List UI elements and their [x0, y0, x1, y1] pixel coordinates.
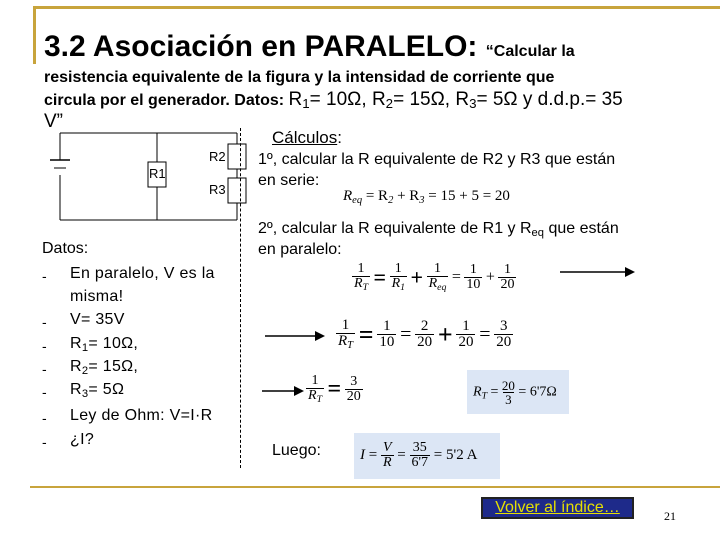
datos-bullet: -: [42, 314, 47, 330]
title-tail: “Calcular la: [485, 43, 575, 60]
datos-bullet: -: [42, 361, 47, 377]
step2-line1: 2º, calcular la R equivalente de R1 y $R_{eq}$ que están: [258, 220, 619, 239]
step2-line2: en paralelo:: [258, 241, 342, 258]
statement-line-3: [44, 89, 623, 115]
datos-item: misma!: [70, 288, 124, 305]
datos-bullet: -: [42, 338, 47, 354]
arrow-right-icon: [560, 264, 635, 280]
step1-line2: en serie:: [258, 172, 320, 189]
step1-line1: 1º, calcular la R equivalente de R2 y R3 que están: [258, 151, 616, 168]
frame-bottom-border: [30, 486, 720, 488]
title-main: 3.2 Asociación en PARALELO:: [44, 30, 478, 63]
column-separator: [240, 128, 241, 468]
datos-bullet: -: [42, 268, 47, 284]
datos-item: ¿I?: [70, 431, 95, 448]
resistor-r3: [228, 178, 246, 203]
page-number: 21: [664, 509, 676, 523]
datos-item: $R_2= 15\Omega$,: [70, 358, 139, 377]
r2-label: R2: [209, 149, 226, 164]
parallel-circuit-diagram: [40, 130, 250, 230]
arrow-right-icon: [265, 328, 325, 344]
datos-item: En paralelo, V es la: [70, 265, 215, 282]
slide-title: [44, 30, 575, 69]
datos-item: V= 35V: [70, 311, 125, 328]
luego-label: Luego:: [272, 442, 321, 459]
statement-line-2: resistencia equivalente de la figura y la intensidad de corriente que: [44, 69, 555, 86]
statement-line-4: V”: [44, 111, 63, 132]
calculos-heading: Cálculos:: [272, 128, 342, 147]
datos-bullet: -: [42, 384, 47, 400]
sum-equation: $\frac{1}{R_T}$ = $\frac{1}{10}$ = $\frac{2}{20}$ + $\frac{1}{20}$ = $\frac{3}{20}$: [338, 317, 512, 351]
statement-data-label: circula por el generador. Datos:: [44, 92, 285, 109]
back-to-index-link[interactable]: Volver al índice…: [481, 497, 634, 519]
ohm-result-box: I = $\frac{V}{R}$ = $\frac{35}{6'7}$ = 5'2 A: [354, 433, 500, 479]
resistor-r2: [228, 144, 246, 169]
r1-label: R1: [149, 166, 166, 181]
datos-item: $R_3= 5\Omega$: [70, 381, 125, 400]
datos-item: $R_1= 10\Omega$,: [70, 335, 139, 354]
datos-item: Ley de Ohm: V=I·R: [70, 407, 213, 424]
parallel-equation: $\frac{1}{R_T}$ = $\frac{1}{R_1}$ + $\frac{1}{R_{eq}}$ = $\frac{1}{10}$ + $\frac{1}{20}$: [354, 261, 515, 293]
r3-label: R3: [209, 182, 226, 197]
datos-bullet: -: [42, 410, 47, 426]
arrow-right-icon: [262, 383, 304, 399]
result-equation: $\frac{1}{R_T}$ = $\frac{3}{20}$: [308, 373, 361, 405]
statement-values: $R_1= 10\Omega$, $R_2= 15\Omega$, $R_3= 5\Omega$ y d.d.p.= 35: [288, 89, 623, 111]
frame-left-border: [33, 6, 36, 64]
frame-top-border: [33, 6, 720, 9]
series-equation: $R_{eq} = R_2 + R_3 = 15 + 5 = 20$: [343, 188, 510, 206]
datos-bullet: -: [42, 434, 47, 450]
datos-heading: Datos:: [42, 240, 89, 257]
rt-result-box: $R_T$ = $\frac{20}{3}$ = 6'7Ω: [467, 370, 569, 414]
